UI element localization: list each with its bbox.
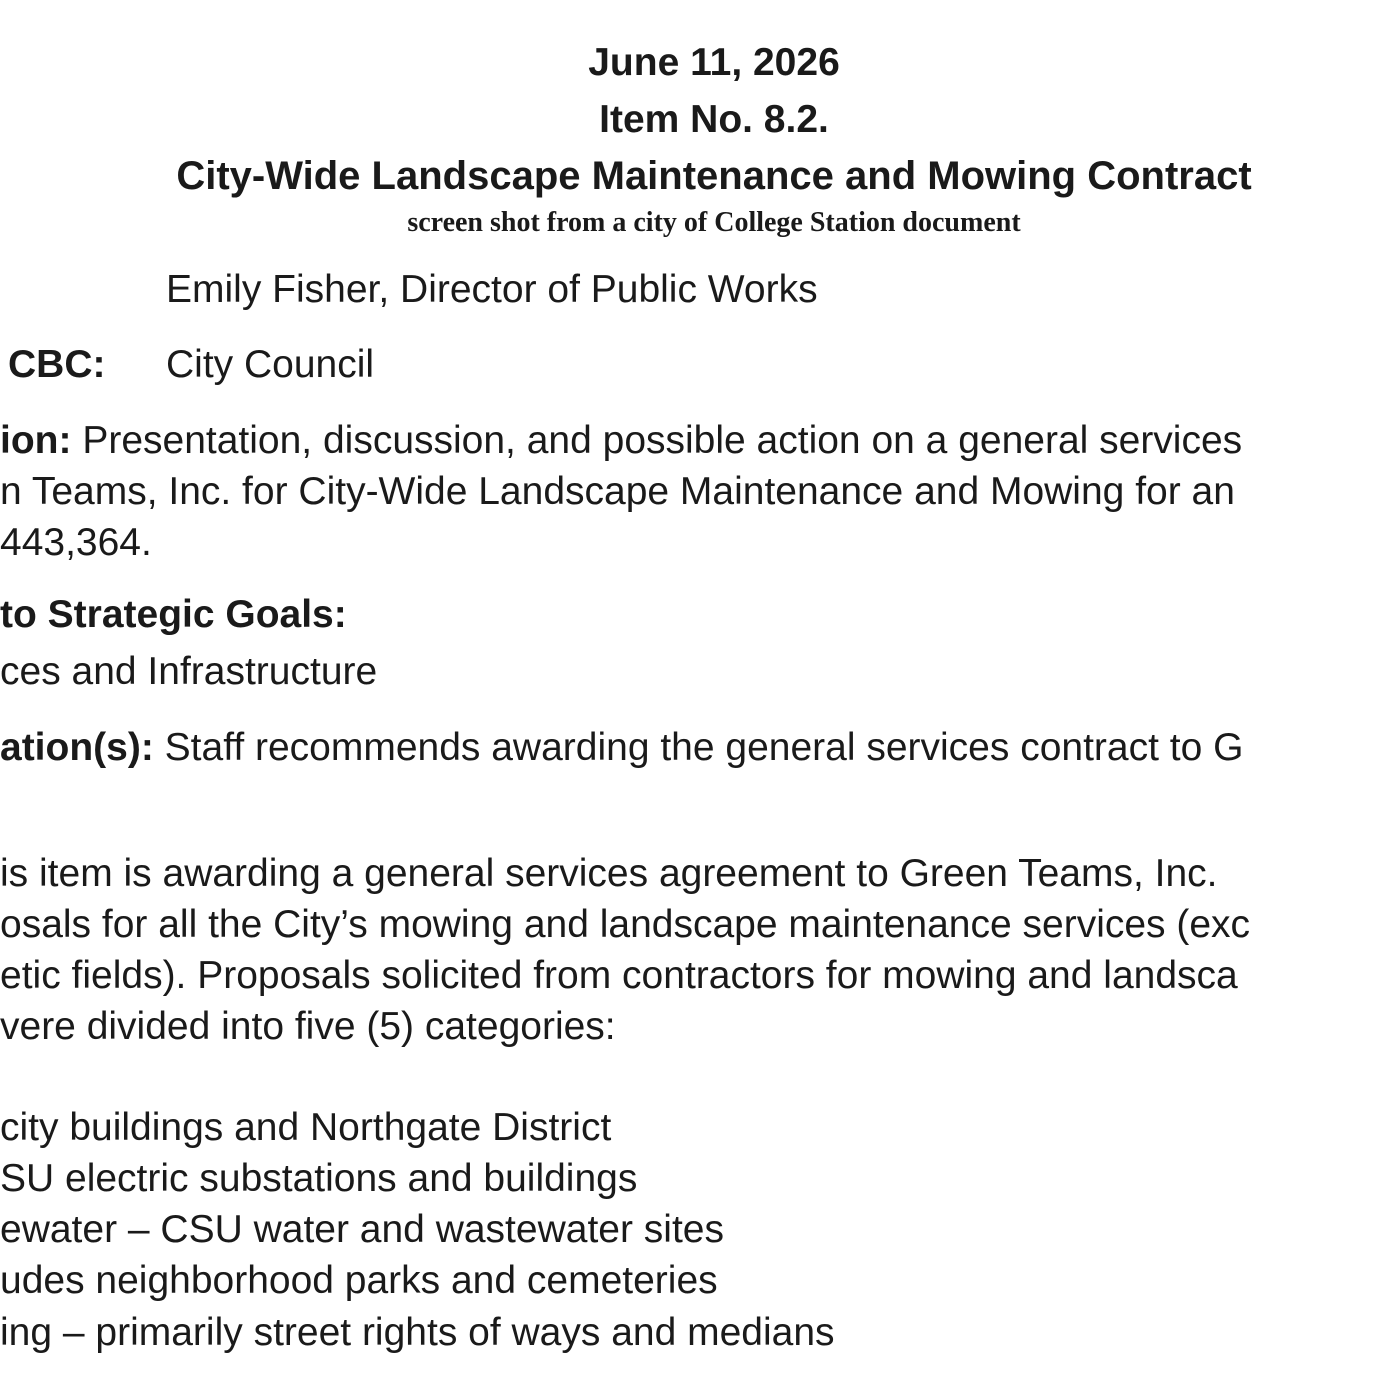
item-number: Item No. 8.2. [599,98,829,141]
screenshot-caption: screen shot from a city of College Station document [407,207,1021,238]
summary-line-4: vere divided into five (5) categories: [0,1005,616,1048]
agenda-caption-text: Presentation, discussion, and possible action on a general services [82,419,1243,462]
sponsor-value: Emily Fisher, Director of Public Works [166,268,818,311]
reviewed-by-label: CBC: [8,343,106,386]
category-item-3: ewater – CSU water and wastewater sites [0,1208,724,1251]
recommendation-label: ation(s): [0,726,154,769]
meeting-date: June 11, 2026 [588,41,840,84]
agenda-caption-line-1 [0,421,1242,460]
summary-line-1: is item is awarding a general services agreement to Green Teams, Inc. [0,852,1218,895]
category-item-5: ing – primarily street rights of ways and medians [0,1311,835,1354]
summary-line-3: etic fields). Proposals solicited from contractors for mowing and landsca [0,954,1238,997]
recommendation-line [0,728,1243,767]
category-item-2: SU electric substations and buildings [0,1157,638,1200]
document-title: City-Wide Landscape Maintenance and Mowing Contract [176,154,1252,198]
reviewed-by-value: City Council [166,343,375,386]
strategic-goals-value: ces and Infrastructure [0,650,378,693]
category-item-1: city buildings and Northgate District [0,1106,612,1149]
summary-line-2: osals for all the City’s mowing and landscape maintenance services (exc [0,903,1251,946]
strategic-goals-heading: to Strategic Goals: [0,593,347,636]
recommendation-text: Staff recommends awarding the general services contract to G [164,726,1244,769]
agenda-caption-label: ion: [0,419,72,462]
category-item-4: udes neighborhood parks and cemeteries [0,1259,718,1302]
agenda-caption-line-3: 443,364. [0,521,152,564]
agenda-caption-line-2: n Teams, Inc. for City-Wide Landscape Maintenance and Mowing for an [0,470,1235,513]
